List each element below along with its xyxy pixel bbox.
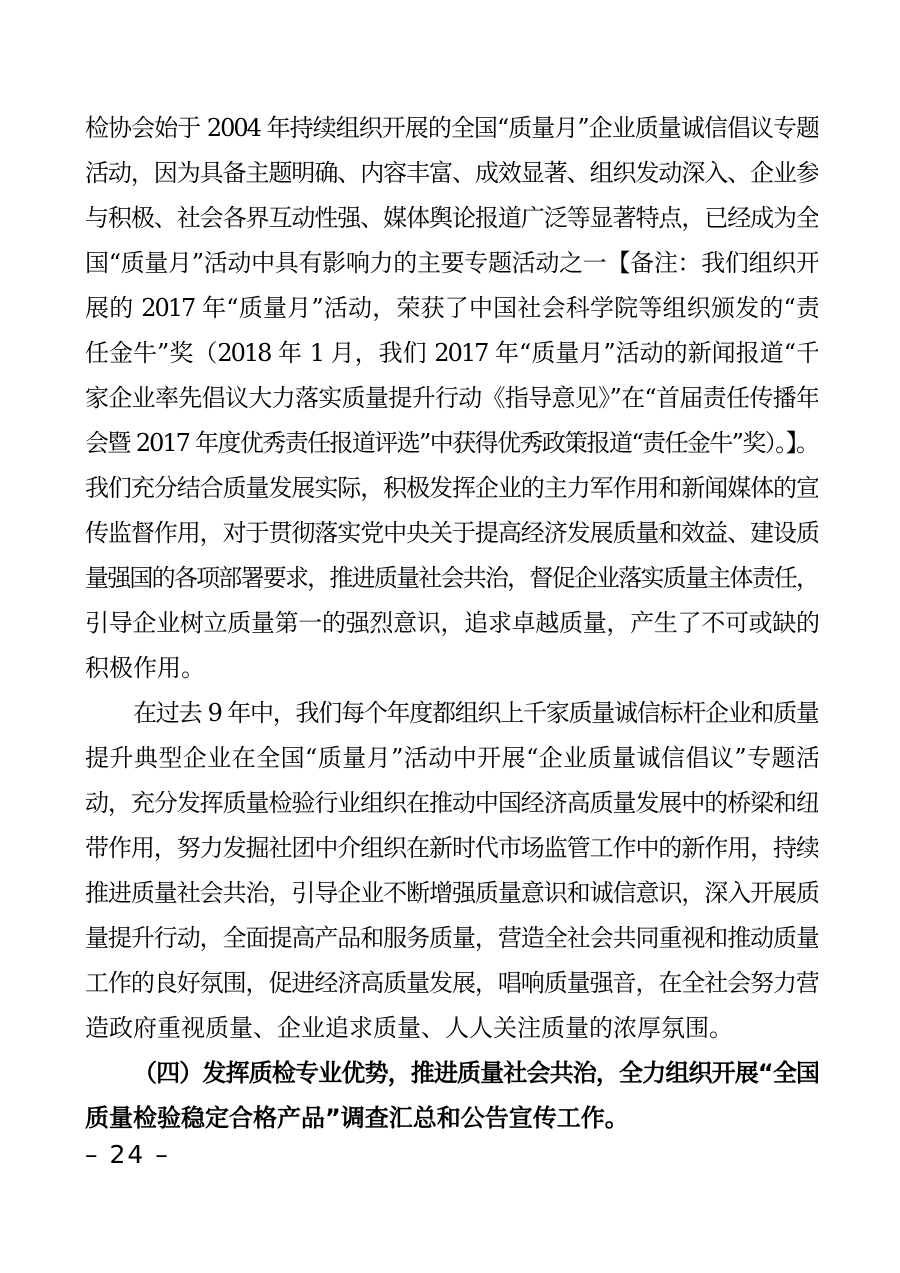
paragraph-start-line: 在过去 9 年中，我们每个年度都组织上千家质量诚信标杆企业和质量	[133, 699, 818, 727]
page-number: – 24 –	[85, 1140, 170, 1169]
text-line: 量提升行动，全面提高产品和服务质量，营造全社会共同重视和推动质量	[85, 924, 818, 952]
text-line: 提升典型企业在全国“质量月”活动中开展“企业质量诚信倡议”专题活	[85, 744, 818, 772]
paragraph-end-line: 积极作用。	[85, 654, 205, 682]
text-line: 与积极、社会各界互动性强、媒体舆论报道广泛等显著特点，已经成为全	[85, 204, 818, 232]
text-line: 动，充分发挥质量检验行业组织在推动中国经济高质量发展中的桥梁和纽	[85, 789, 818, 817]
text-line: 任金牛”奖（2018 年 1 月，我们 2017 年“质量月”活动的新闻报道“千	[85, 339, 818, 367]
text-line: 量强国的各项部署要求，推进质量社会共治，督促企业落实质量主体责任，	[85, 564, 818, 592]
text-line: 引导企业树立质量第一的强烈意识，追求卓越质量，产生了不可或缺的	[85, 609, 818, 637]
text-line: 工作的良好氛围，促进经济高质量发展，唱响质量强音，在全社会努力营	[85, 969, 818, 997]
text-line: 国“质量月”活动中具有影响力的主要专题活动之一【备注：我们组织开	[85, 249, 818, 277]
text-line: 检协会始于 2004 年持续组织开展的全国“质量月”企业质量诚信倡议专题	[85, 114, 818, 142]
text-line: 带作用，努力发掘社团中介组织在新时代市场监管工作中的新作用，持续	[85, 834, 818, 862]
text-line: 活动，因为具备主题明确、内容丰富、成效显著、组织发动深入、企业参	[85, 159, 818, 187]
text-line: 推进质量社会共治，引导企业不断增强质量意识和诚信意识，深入开展质	[85, 879, 818, 907]
text-line: 传监督作用，对于贯彻落实党中央关于提高经济发展质量和效益、建设质	[85, 519, 818, 547]
text-line: 展的 2017 年“质量月”活动，荣获了中国社会科学院等组织颁发的“责	[85, 294, 818, 322]
document-body	[85, 106, 818, 1141]
text-line: 我们充分结合质量发展实际，积极发挥企业的主力军作用和新闻媒体的宣	[85, 474, 818, 502]
section-heading-line: 质量检验稳定合格产品”调查汇总和公告宣传工作。	[85, 1104, 629, 1132]
section-heading-line: （四）发挥质检专业优势，推进质量社会共治，全力组织开展“全国	[133, 1059, 818, 1087]
text-line: 会暨 2017 年度优秀责任报道评选”中获得优秀政策报道“责任金牛”奖）。】。	[85, 429, 818, 457]
text-line: 家企业率先倡议大力落实质量提升行动《指导意见》”在“首届责任传播年	[85, 384, 818, 412]
paragraph-end-line: 造政府重视质量、企业追求质量、人人关注质量的浓厚氛围。	[85, 1014, 733, 1042]
